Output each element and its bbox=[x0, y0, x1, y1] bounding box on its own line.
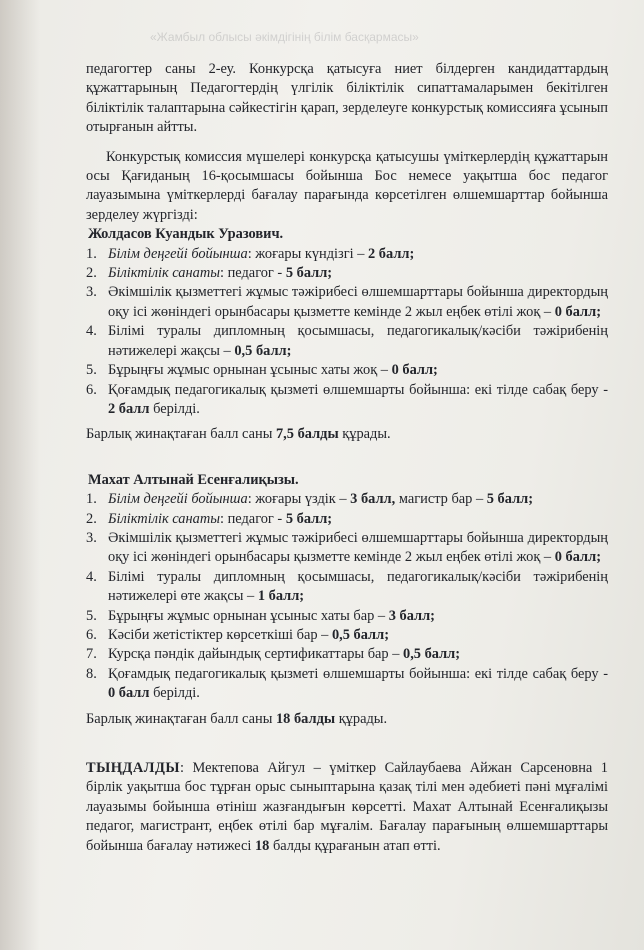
heard-paragraph bbox=[86, 759, 608, 856]
commission-paragraph: Конкурстық комиссия мүшелері конкурсқа қатысушы үміткерлердің құжаттарын осы Қағиданың 16-қосымшасы бойынша Бос немесе уақытша бос педагог лауазымына үміткерлерді бағалау парағында көрсетілген өлшемшарттар бойынша зерделеу жүргізді: bbox=[86, 148, 608, 223]
item-text: Бұрыңғы жұмыс орнынан ұсыныс хаты жоқ – bbox=[108, 362, 392, 379]
criterion-label: Біліктілік санаты bbox=[108, 265, 220, 282]
total-prefix: Барлық жинақтаған балл саны bbox=[86, 426, 276, 443]
candidate-name: Махат Алтынай Есенғалиқызы. bbox=[88, 471, 299, 488]
item-number: 1. bbox=[86, 491, 97, 508]
criteria-item bbox=[86, 529, 608, 568]
item-text: Білімі туралы дипломның қосымшасы, педагогикалық/кәсіби тәжірибенің нәтижелері өте жақсы – bbox=[108, 568, 608, 605]
item-score-2: 5 балл; bbox=[486, 491, 534, 508]
item-text: Курсқа пәндік дайындық сертификаттары бар – bbox=[108, 646, 403, 663]
item-text: : педагог - bbox=[219, 510, 286, 527]
item-tail: берілді. bbox=[149, 400, 200, 417]
heard-text: : Мектепова Айгул – үміткер Сайлаубаева Айжан Сарсеновна 1 бірлік уақытша бос тұрған орыс сыныптарына қазақ тілі мен әдебиеті пәні мұғалімі лауазымы бойынша өтініш жазғандығын көрсетті. Махат Алтынай Есенғалиқызы педагог, магистрант, еңбек өтілі бар мұғалім. Бағалау парағының өлшемшарттары бойынша бағалау нәтижесі bbox=[86, 760, 608, 854]
item-number: 4. bbox=[86, 568, 97, 585]
heard-score: 18 bbox=[254, 837, 270, 854]
criteria-item bbox=[86, 665, 608, 704]
item-text: Әкімшілік қызметтегі жұмыс тәжірибесі өлшемшарттары бойынша директордың оқу ісі жөніндегі орынбасары қызметте кемінде 2 жыл еңбек өтілі жоқ – bbox=[108, 529, 608, 566]
item-score: 0 балл; bbox=[554, 303, 601, 320]
item-number: 3. bbox=[86, 529, 97, 546]
criteria-item bbox=[86, 283, 608, 322]
item-score: 0,5 балл; bbox=[403, 646, 461, 663]
item-number: 2. bbox=[86, 265, 97, 282]
item-tail: берілді. bbox=[149, 685, 200, 702]
criterion-label: Білім деңгейі бойынша bbox=[108, 491, 248, 508]
item-score: 0,5 балл; bbox=[331, 626, 389, 643]
item-score: 2 балл bbox=[108, 400, 150, 417]
item-score: 5 балл; bbox=[285, 265, 333, 282]
total-value: 7,5 балды bbox=[275, 426, 339, 443]
criteria-item bbox=[86, 490, 608, 509]
item-text: Бұрыңғы жұмыс орнынан ұсыныс хаты бар – bbox=[108, 607, 389, 624]
criteria-item bbox=[86, 322, 608, 361]
criteria-item bbox=[86, 568, 608, 607]
item-text: Қоғамдық педагогикалық қызметі өлшемшарты бойынша: екі тілде сабақ беру - bbox=[108, 381, 608, 398]
total-line bbox=[86, 710, 608, 729]
item-number: 4. bbox=[86, 323, 97, 340]
item-number: 2. bbox=[86, 510, 97, 527]
criterion-label: Біліктілік санаты bbox=[108, 510, 220, 527]
item-score: 2 балл; bbox=[368, 245, 415, 262]
heard-label: ТЫҢДАЛДЫ bbox=[86, 760, 180, 776]
item-number: 5. bbox=[86, 362, 97, 379]
item-text: : жоғары үздік – bbox=[247, 491, 351, 508]
item-score: 3 балл, bbox=[350, 491, 396, 508]
total-prefix: Барлық жинақтаған балл саны bbox=[86, 710, 276, 727]
item-text: Әкімшілік қызметтегі жұмыс тәжірибесі өлшемшарттары бойынша директордың оқу ісі жөніндегі орынбасары қызметте кемінде 2 жыл еңбек өтілі жоқ – bbox=[108, 284, 608, 320]
candidate-section bbox=[86, 225, 608, 444]
item-score: 0,5 балл; bbox=[234, 342, 292, 359]
criteria-item bbox=[86, 245, 608, 264]
intro-paragraph: педагогтер саны 2-еу. Конкурсқа қатысуға ниет білдерген кандидаттардың құжаттарының Педагогтердің үлгілік біліктілік сипаттамаларымен бекітілген біліктілік талаптарына сәйкестігін қарап, зерделеуге конкурстық комиссияға ұсынып отырғанын айтты. bbox=[86, 61, 608, 136]
criterion-label: Білім деңгейі бойынша bbox=[108, 245, 248, 262]
criteria-item bbox=[86, 361, 608, 380]
item-score: 0 балл bbox=[108, 685, 150, 702]
page-shadow bbox=[0, 0, 40, 950]
item-number: 1. bbox=[86, 245, 97, 262]
item-text: : жоғары күндізгі – bbox=[247, 245, 369, 262]
heard-text-end: балды құрағанын атап өтті. bbox=[269, 837, 441, 854]
criteria-item bbox=[86, 645, 608, 664]
item-number: 5. bbox=[86, 607, 97, 624]
item-text: Білімі туралы дипломның қосымшасы, педагогикалық/кәсіби тәжірибенің нәтижелері жақсы – bbox=[108, 323, 608, 359]
criteria-item bbox=[86, 607, 608, 626]
criteria-item bbox=[86, 381, 608, 420]
candidate-name: Жолдасов Куандык Уразович. bbox=[88, 226, 284, 243]
item-text: : педагог - bbox=[219, 265, 286, 282]
document-body bbox=[86, 60, 608, 856]
total-suffix: құрады. bbox=[338, 426, 391, 443]
item-text-2: магистр бар – bbox=[395, 491, 487, 508]
item-score: 0 балл; bbox=[391, 362, 438, 379]
item-number: 6. bbox=[86, 381, 97, 398]
item-number: 8. bbox=[86, 665, 97, 682]
item-text: Қоғамдық педагогикалық қызметі өлшемшарты бойынша: екі тілде сабақ беру - bbox=[108, 665, 608, 682]
candidate-section bbox=[86, 471, 608, 729]
total-line bbox=[86, 425, 608, 444]
total-suffix: құрады. bbox=[335, 710, 388, 727]
criteria-item bbox=[86, 626, 608, 645]
item-score: 1 балл; bbox=[257, 588, 305, 605]
item-number: 7. bbox=[86, 646, 97, 663]
total-value: 18 балды bbox=[275, 710, 336, 727]
item-score: 3 балл; bbox=[388, 607, 435, 624]
item-number: 3. bbox=[86, 284, 97, 301]
criteria-item bbox=[86, 510, 608, 529]
item-number: 6. bbox=[86, 626, 97, 643]
item-score: 5 балл; bbox=[285, 510, 333, 527]
bleed-through-text: «Жамбыл облысы әкімдігінің білім басқармасы» bbox=[150, 30, 419, 44]
item-text: Кәсіби жетістіктер көрсеткіші бар – bbox=[108, 626, 332, 643]
criteria-item bbox=[86, 264, 608, 283]
item-score: 0 балл; bbox=[554, 549, 601, 566]
